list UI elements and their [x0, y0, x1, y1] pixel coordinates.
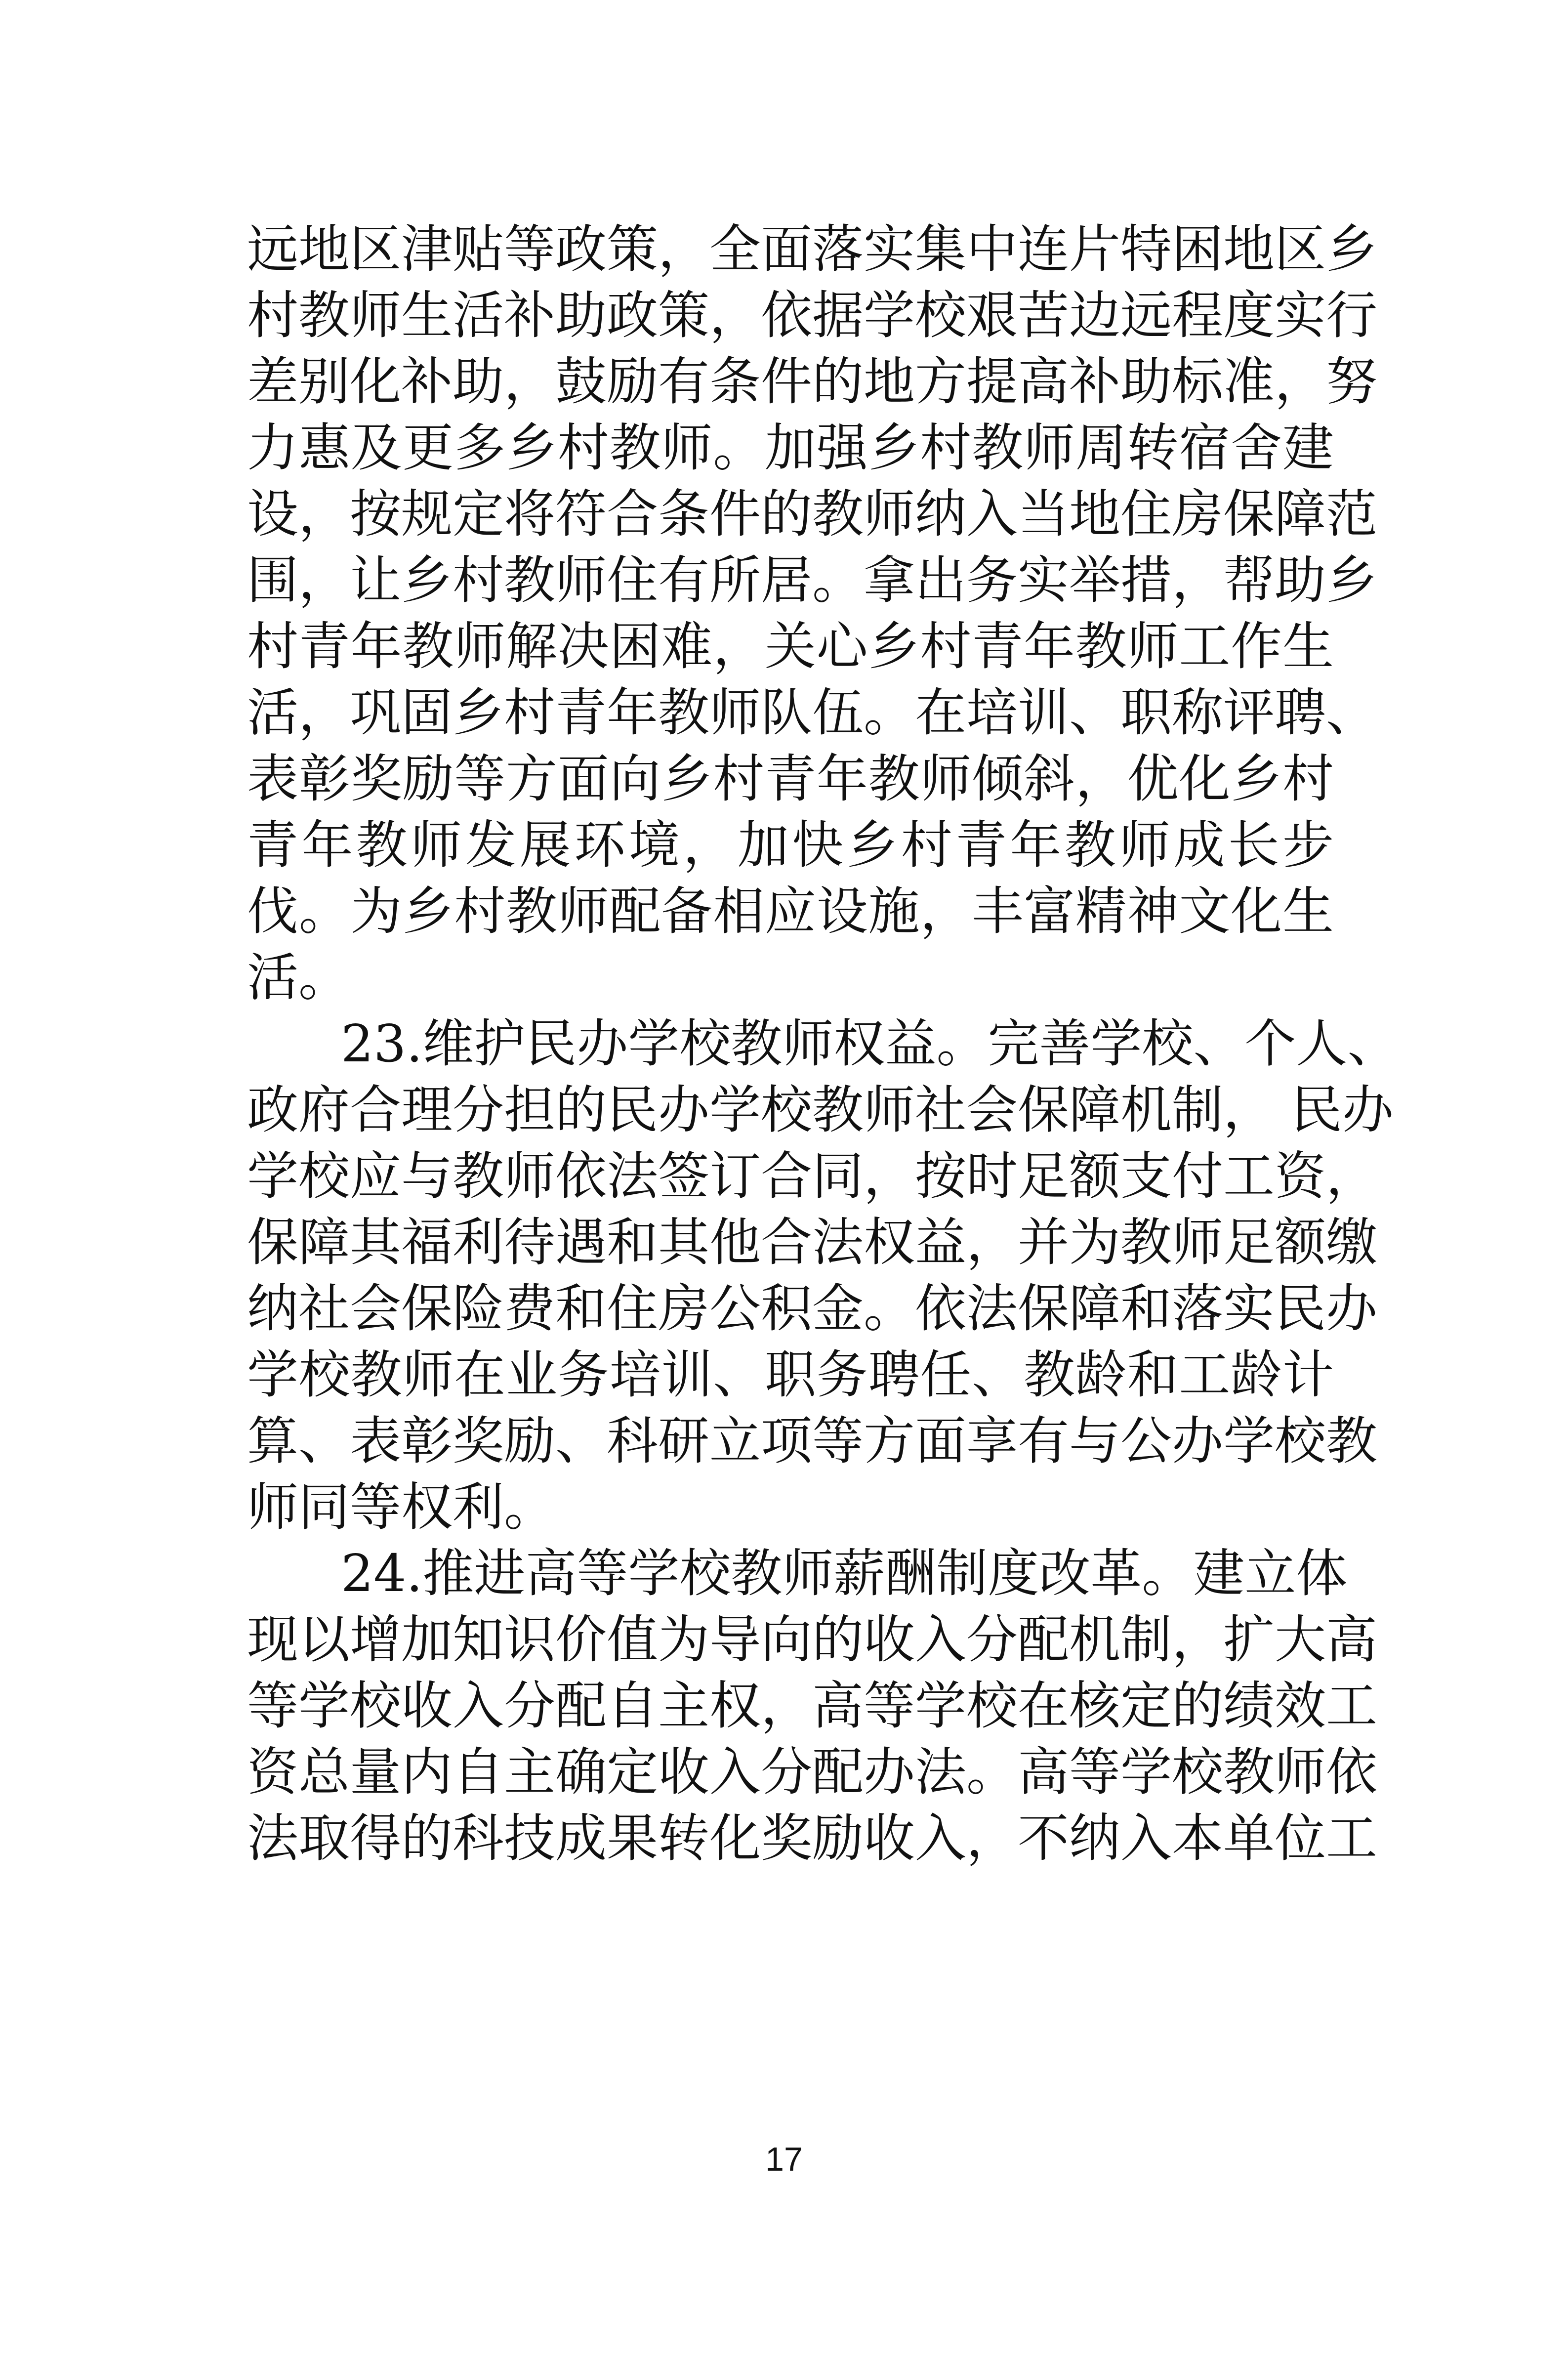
text-line: 法取得的科技成果转化奖励收入，不纳入本单位工: [247, 1808, 1378, 1868]
text-line: 纳社会保险费和住房公积金。依法保障和落实民办: [247, 1278, 1378, 1339]
text-line: 活，巩固乡村青年教师队伍。在培训、职称评聘、: [247, 682, 1378, 743]
text-line: 活。: [247, 947, 350, 1008]
text-line: 村教师生活补助政策，依据学校艰苦边远程度实行: [247, 285, 1378, 345]
text-line: 师同等权利。: [247, 1477, 556, 1537]
text-line: 政府合理分担的民办学校教师社会保障机制， 民办: [247, 1080, 1394, 1140]
text-line: 村青年教师解决困难，关心乡村青年教师工作生: [247, 616, 1334, 676]
page-number: 17: [765, 2141, 803, 2178]
text-line: 算、表彰奖励、科研立项等方面享有与公办学校教: [247, 1411, 1378, 1471]
text-line: 差别化补助，鼓励有条件的地方提高补助标准，努: [247, 351, 1378, 412]
text-line: 力惠及更多乡村教师。加强乡村教师周转宿舍建: [247, 418, 1334, 478]
text-line: 学校应与教师依法签订合同，按时足额支付工资，: [247, 1146, 1378, 1206]
text-line: 表彰奖励等方面向乡村青年教师倾斜，优化乡村: [247, 749, 1334, 809]
paragraph-first-line: 23.维护民办学校教师权益。完善学校、个人、: [341, 1013, 1399, 1074]
text-line: 资总量内自主确定收入分配办法。高等学校教师依: [247, 1742, 1378, 1802]
text-line: 远地区津贴等政策，全面落实集中连片特困地区乡: [247, 219, 1378, 279]
text-line: 学校教师在业务培训、职务聘任、教龄和工龄计: [247, 1345, 1334, 1405]
paragraph-first-line: 24.推进高等学校教师薪酬制度改革。建立体: [341, 1543, 1348, 1603]
text-line: 等学校收入分配自主权，高等学校在核定的绩效工: [247, 1676, 1378, 1736]
text-line: 伐。为乡村教师配备相应设施，丰富精神文化生: [247, 881, 1334, 941]
text-line: 围，让乡村教师住有所居。拿出务实举措，帮助乡: [247, 550, 1378, 610]
text-line: 保障其福利待遇和其他合法权益，并为教师足额缴: [247, 1212, 1378, 1272]
text-line: 青年教师发展环境，加快乡村青年教师成长步: [247, 815, 1334, 875]
text-line: 现以增加知识价值为导向的收入分配机制，扩大高: [247, 1609, 1378, 1670]
text-line: 设，按规定将符合条件的教师纳入当地住房保障范: [247, 484, 1378, 544]
